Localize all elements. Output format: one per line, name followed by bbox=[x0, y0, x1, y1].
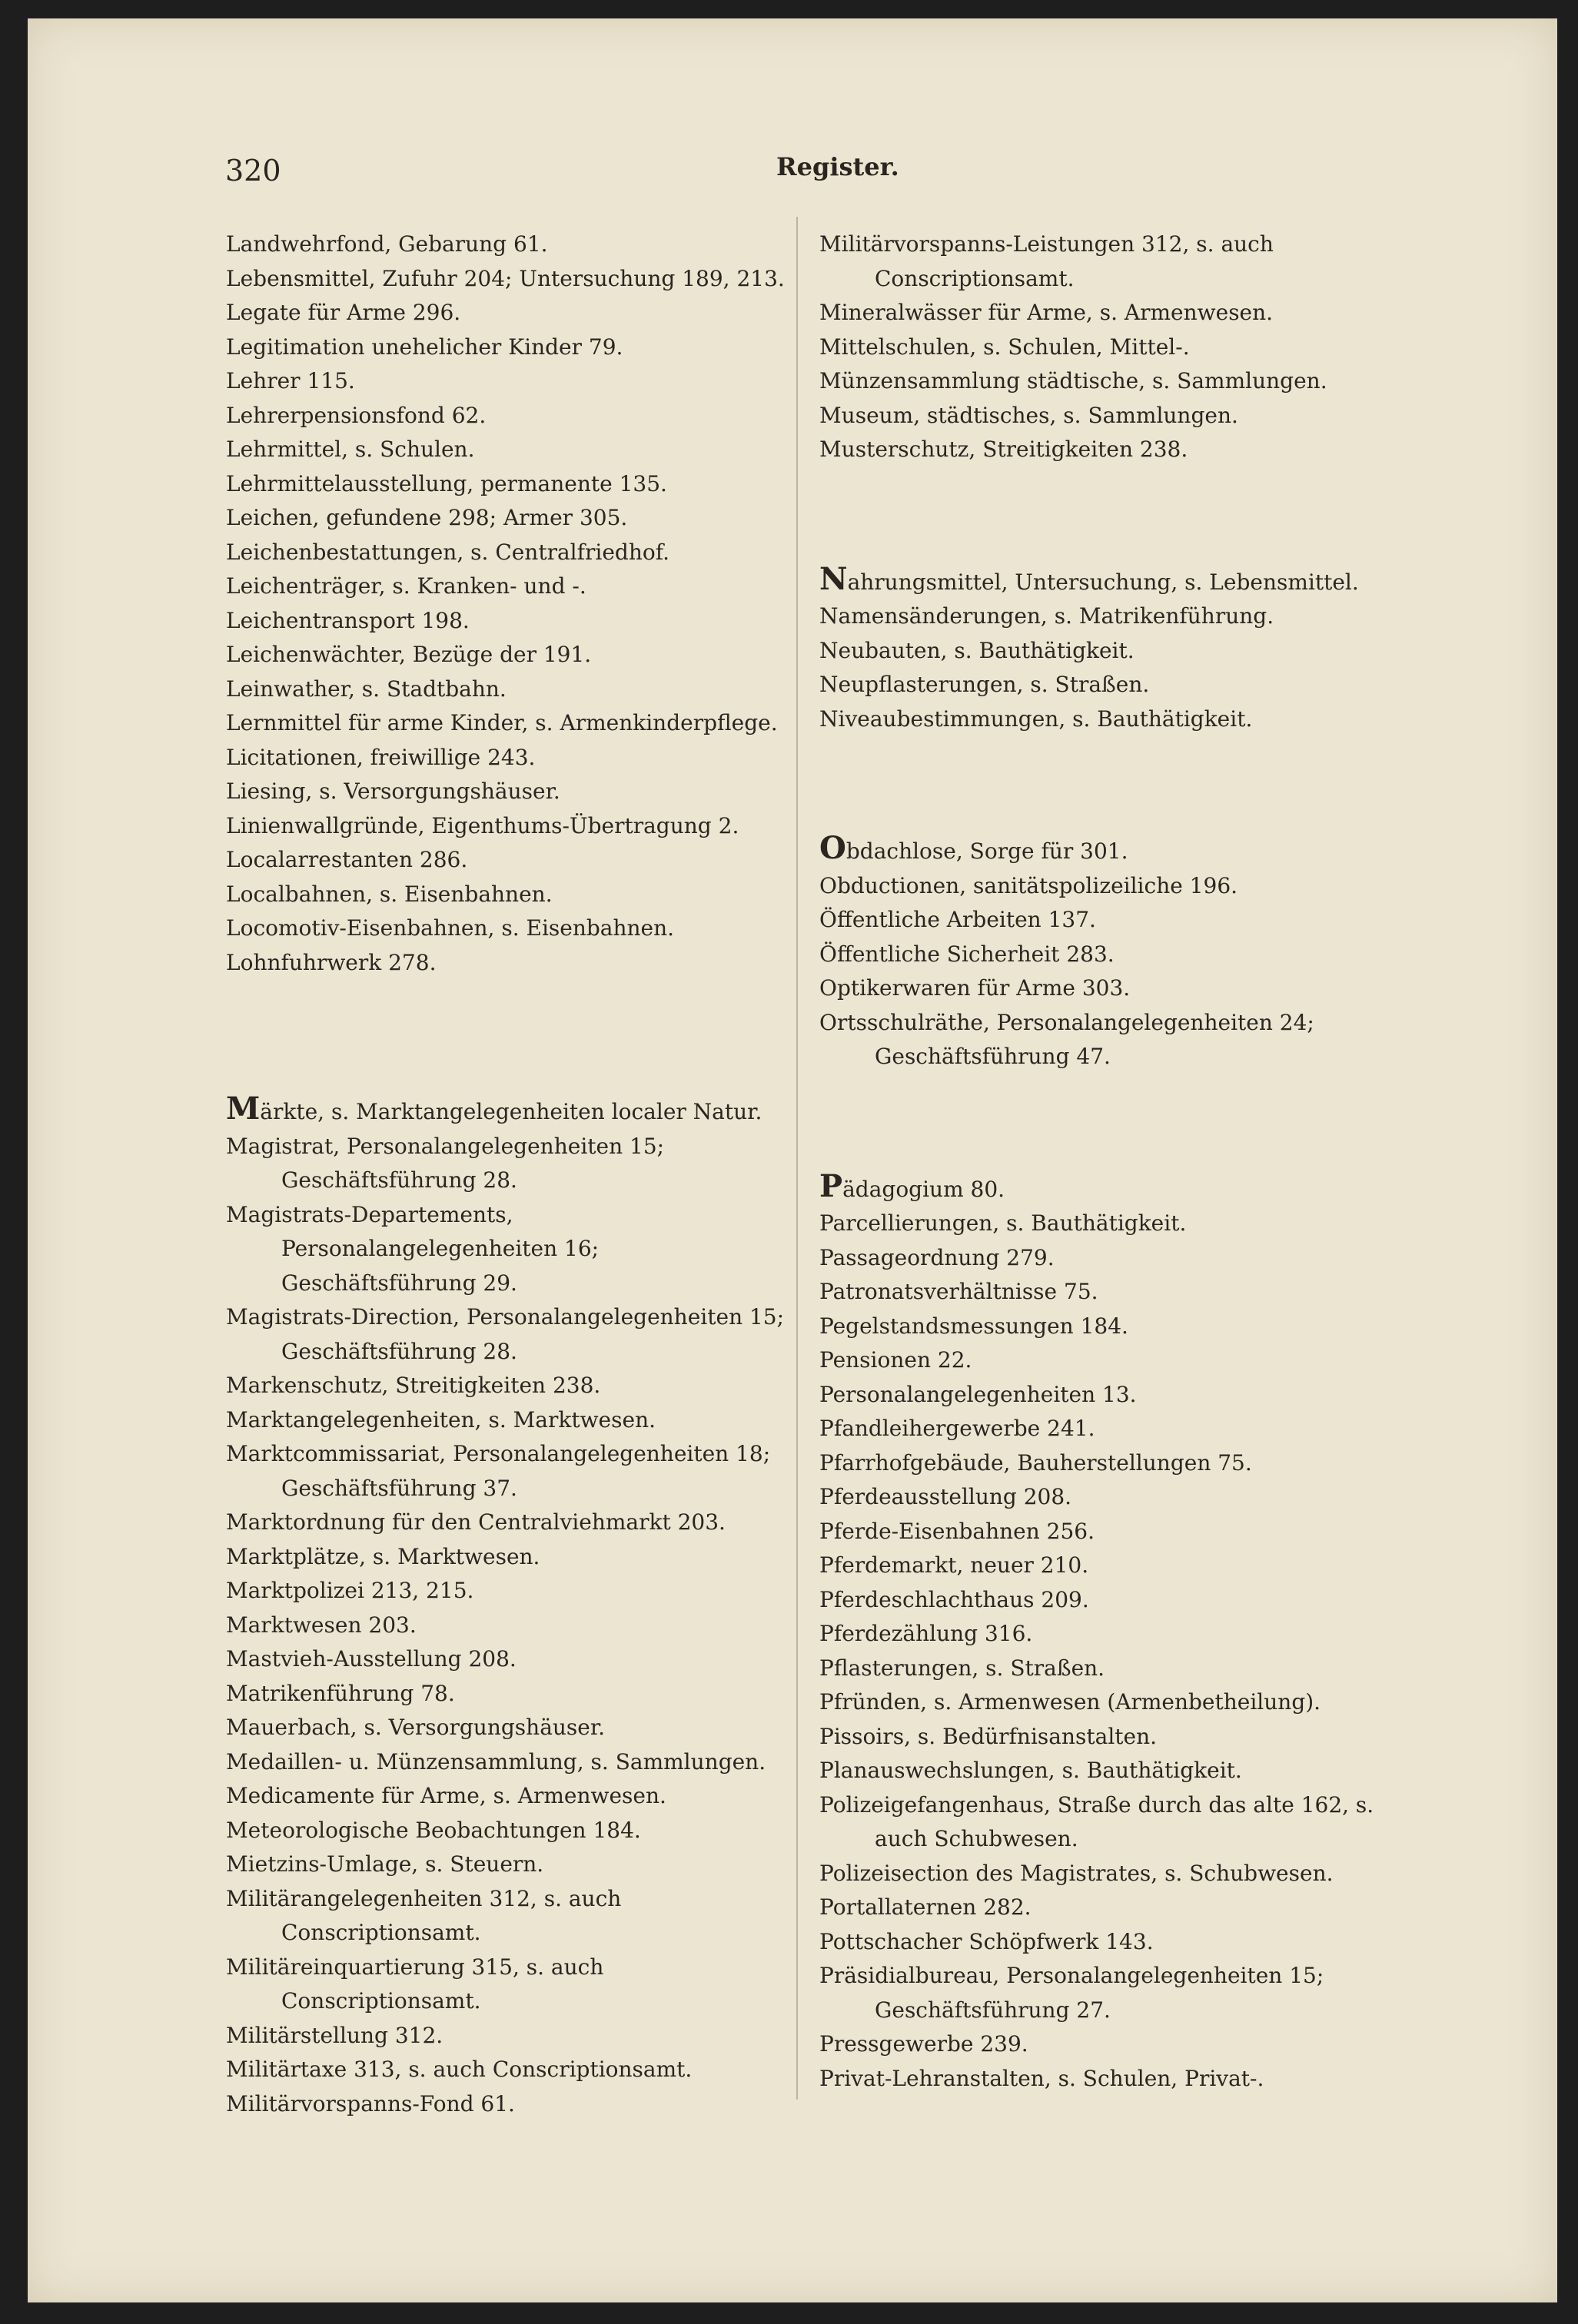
index-entry: Privat-Lehranstalten, s. Schulen, Privat-. bbox=[819, 2065, 1264, 2091]
index-entry: Localarrestanten 286. bbox=[226, 847, 468, 872]
column-divider bbox=[796, 217, 798, 2100]
index-entry: Legate für Arme 296. bbox=[226, 300, 461, 325]
index-section bbox=[819, 560, 1380, 737]
index-entry: Polizeisection des Magistrates, s. Schubwesen. bbox=[819, 1860, 1334, 1886]
index-entry: Leichenwächter, Bezüge der 191. bbox=[226, 642, 592, 667]
index-entry: Lernmittel für arme Kinder, s. Armenkinderpflege. bbox=[226, 710, 778, 735]
index-entry: Pferde-Eisenbahnen 256. bbox=[819, 1518, 1095, 1544]
left-column bbox=[226, 227, 787, 2121]
index-entry: Mineralwässer für Arme, s. Armenwesen. bbox=[819, 300, 1274, 325]
index-section bbox=[819, 832, 1380, 1074]
index-entry: Münzensammlung städtische, s. Sammlungen. bbox=[819, 368, 1327, 393]
index-entry: Marktpolizei 213, 215. bbox=[226, 1578, 474, 1603]
index-entry: Lehrmittel, s. Schulen. bbox=[226, 437, 475, 462]
index-entry: Obdachlose, Sorge für 301. bbox=[819, 830, 1128, 866]
index-entry: Märkte, s. Marktangelegenheiten localer Natur. bbox=[226, 1091, 762, 1127]
index-entry: Meteorologische Beobachtungen 184. bbox=[226, 1817, 641, 1843]
index-entry: Museum, städtisches, s. Sammlungen. bbox=[819, 402, 1238, 428]
index-entry: Mauerbach, s. Versorgungshäuser. bbox=[226, 1715, 606, 1740]
index-entry: Pensionen 22. bbox=[819, 1347, 972, 1373]
index-entry: Leichenträger, s. Kranken- und -. bbox=[226, 573, 586, 599]
index-entry: Magistrats-Departements, Personalangelegenheiten 16; Geschäftsführung 29. bbox=[226, 1201, 600, 1296]
index-entry: Magistrat, Personalangelegenheiten 15; Geschäftsführung 28. bbox=[226, 1133, 665, 1193]
index-section bbox=[226, 1092, 787, 2121]
index-entry: Pädagogium 80. bbox=[819, 1167, 1005, 1204]
index-entry: Marktwesen 203. bbox=[226, 1612, 417, 1638]
index-entry: Linienwallgründe, Eigenthums-Übertragung 2. bbox=[226, 812, 739, 838]
index-entry: Mastvieh-Ausstellung 208. bbox=[226, 1646, 517, 1672]
index-entry: Pegelstandsmessungen 184. bbox=[819, 1313, 1128, 1339]
index-entry: Militärstellung 312. bbox=[226, 2022, 444, 2048]
index-section bbox=[819, 227, 1380, 467]
index-entry: Militärvorspanns-Fond 61. bbox=[226, 2090, 515, 2116]
index-entry: Öffentliche Arbeiten 137. bbox=[819, 907, 1096, 932]
index-entry: Präsidialbureau, Personalangelegenheiten 15; Geschäftsführung 27. bbox=[819, 1963, 1324, 2023]
index-entry: Namensänderungen, s. Matrikenführung. bbox=[819, 603, 1274, 629]
index-entry: Pflasterungen, s. Straßen. bbox=[819, 1655, 1105, 1681]
index-entry: Neupflasterungen, s. Straßen. bbox=[819, 672, 1150, 697]
index-entry: Planauswechslungen, s. Bauthätigkeit. bbox=[819, 1758, 1242, 1783]
index-entry: Polizeigefangenhaus, Straße durch das alte 162, s. auch Schubwesen. bbox=[819, 1791, 1374, 1851]
index-entry: Personalangelegenheiten 13. bbox=[819, 1381, 1137, 1407]
index-entry: Marktangelegenheiten, s. Marktwesen. bbox=[226, 1406, 656, 1433]
index-entry: Militärtaxe 313, s. auch Conscriptionsamt. bbox=[226, 2057, 693, 2082]
index-entry: Militäreinquartierung 315, s. auch Conscriptionsamt. bbox=[226, 1954, 604, 2014]
index-entry: Landwehrfond, Gebarung 61. bbox=[226, 231, 548, 257]
index-entry: Locomotiv-Eisenbahnen, s. Eisenbahnen. bbox=[226, 915, 675, 941]
index-section bbox=[226, 227, 787, 980]
index-entry: Marktplätze, s. Marktwesen. bbox=[226, 1543, 540, 1569]
index-entry: Markenschutz, Streitigkeiten 238. bbox=[226, 1373, 601, 1398]
index-entry: Lebensmittel, Zufuhr 204; Untersuchung 189, 213. bbox=[226, 265, 785, 291]
index-entry: Liesing, s. Versorgungshäuser. bbox=[226, 779, 560, 804]
index-entry: Pferdeschlachthaus 209. bbox=[819, 1586, 1089, 1612]
index-entry: Leichen, gefundene 298; Armer 305. bbox=[226, 505, 628, 530]
index-entry: Musterschutz, Streitigkeiten 238. bbox=[819, 437, 1188, 462]
index-entry: Pferdemarkt, neuer 210. bbox=[819, 1552, 1089, 1578]
index-entry: Pfründen, s. Armenwesen (Armenbetheilung). bbox=[819, 1689, 1321, 1715]
index-entry: Leichenbestattungen, s. Centralfriedhof. bbox=[226, 539, 669, 565]
index-entry: Lehrer 115. bbox=[226, 368, 355, 393]
right-column bbox=[819, 227, 1380, 2096]
index-entry: Marktordnung für den Centralviehmarkt 203. bbox=[226, 1509, 726, 1535]
index-entry: Parcellierungen, s. Bauthätigkeit. bbox=[819, 1210, 1187, 1236]
index-entry: Portallaternen 282. bbox=[819, 1894, 1032, 1920]
index-entry: Passageordnung 279. bbox=[819, 1244, 1055, 1270]
index-entry: Medaillen- u. Münzensammlung, s. Sammlungen. bbox=[226, 1748, 766, 1775]
index-entry: Matrikenführung 78. bbox=[226, 1680, 455, 1706]
index-entry: Öffentliche Sicherheit 283. bbox=[819, 941, 1115, 967]
index-entry: Mittelschulen, s. Schulen, Mittel-. bbox=[819, 334, 1190, 360]
index-entry: Pottschacher Schöpfwerk 143. bbox=[819, 1928, 1154, 1954]
index-entry: Leinwather, s. Stadtbahn. bbox=[226, 676, 507, 702]
index-entry: Marktcommissariat, Personalangelegenheiten 18; Geschäftsführung 37. bbox=[226, 1441, 771, 1501]
index-entry: Lehrmittelausstellung, permanente 135. bbox=[226, 470, 667, 496]
index-entry: Nahrungsmittel, Untersuchung, s. Lebensmittel. bbox=[819, 560, 1359, 597]
index-entry: Militärvorspanns-Leistungen 312, s. auch Conscriptionsamt. bbox=[819, 231, 1274, 291]
index-entry: Pissoirs, s. Bedürfnisanstalten. bbox=[819, 1723, 1158, 1749]
index-entry: Leichentransport 198. bbox=[226, 607, 470, 633]
page-number: 320 bbox=[225, 154, 281, 188]
index-entry: Lehrerpensionsfond 62. bbox=[226, 402, 487, 428]
index-entry: Neubauten, s. Bauthätigkeit. bbox=[819, 637, 1134, 663]
index-entry: Optikerwaren für Arme 303. bbox=[819, 975, 1131, 1001]
index-entry: Militärangelegenheiten 312, s. auch Conscriptionsamt. bbox=[226, 1885, 622, 1945]
index-entry: Pferdezählung 316. bbox=[819, 1621, 1033, 1646]
index-entry: Pferdeausstellung 208. bbox=[819, 1484, 1072, 1509]
index-entry: Medicamente für Arme, s. Armenwesen. bbox=[226, 1783, 666, 1808]
index-entry: Mietzins-Umlage, s. Steuern. bbox=[226, 1851, 544, 1877]
index-entry: Licitationen, freiwillige 243. bbox=[226, 744, 536, 770]
index-entry: Pfandleihergewerbe 241. bbox=[819, 1416, 1095, 1441]
index-entry: Pressgewerbe 239. bbox=[819, 2031, 1028, 2057]
index-entry: Legitimation unehelicher Kinder 79. bbox=[226, 334, 623, 360]
page-title: Register. bbox=[776, 152, 899, 181]
index-entry: Magistrats-Direction, Personalangelegenheiten 15; Geschäftsführung 28. bbox=[226, 1304, 785, 1364]
index-entry: Ortsschulräthe, Personalangelegenheiten 24; Geschäftsführung 47. bbox=[819, 1009, 1314, 1069]
index-entry: Lohnfuhrwerk 278. bbox=[226, 949, 437, 975]
index-entry: Niveaubestimmungen, s. Bauthätigkeit. bbox=[819, 706, 1253, 732]
index-entry: Localbahnen, s. Eisenbahnen. bbox=[226, 881, 553, 907]
index-section bbox=[819, 1167, 1380, 2097]
index-entry: Obductionen, sanitätspolizeiliche 196. bbox=[819, 872, 1238, 898]
index-entry: Patronatsverhältnisse 75. bbox=[819, 1279, 1098, 1304]
index-entry: Pfarrhofgebäude, Bauherstellungen 75. bbox=[819, 1449, 1252, 1476]
